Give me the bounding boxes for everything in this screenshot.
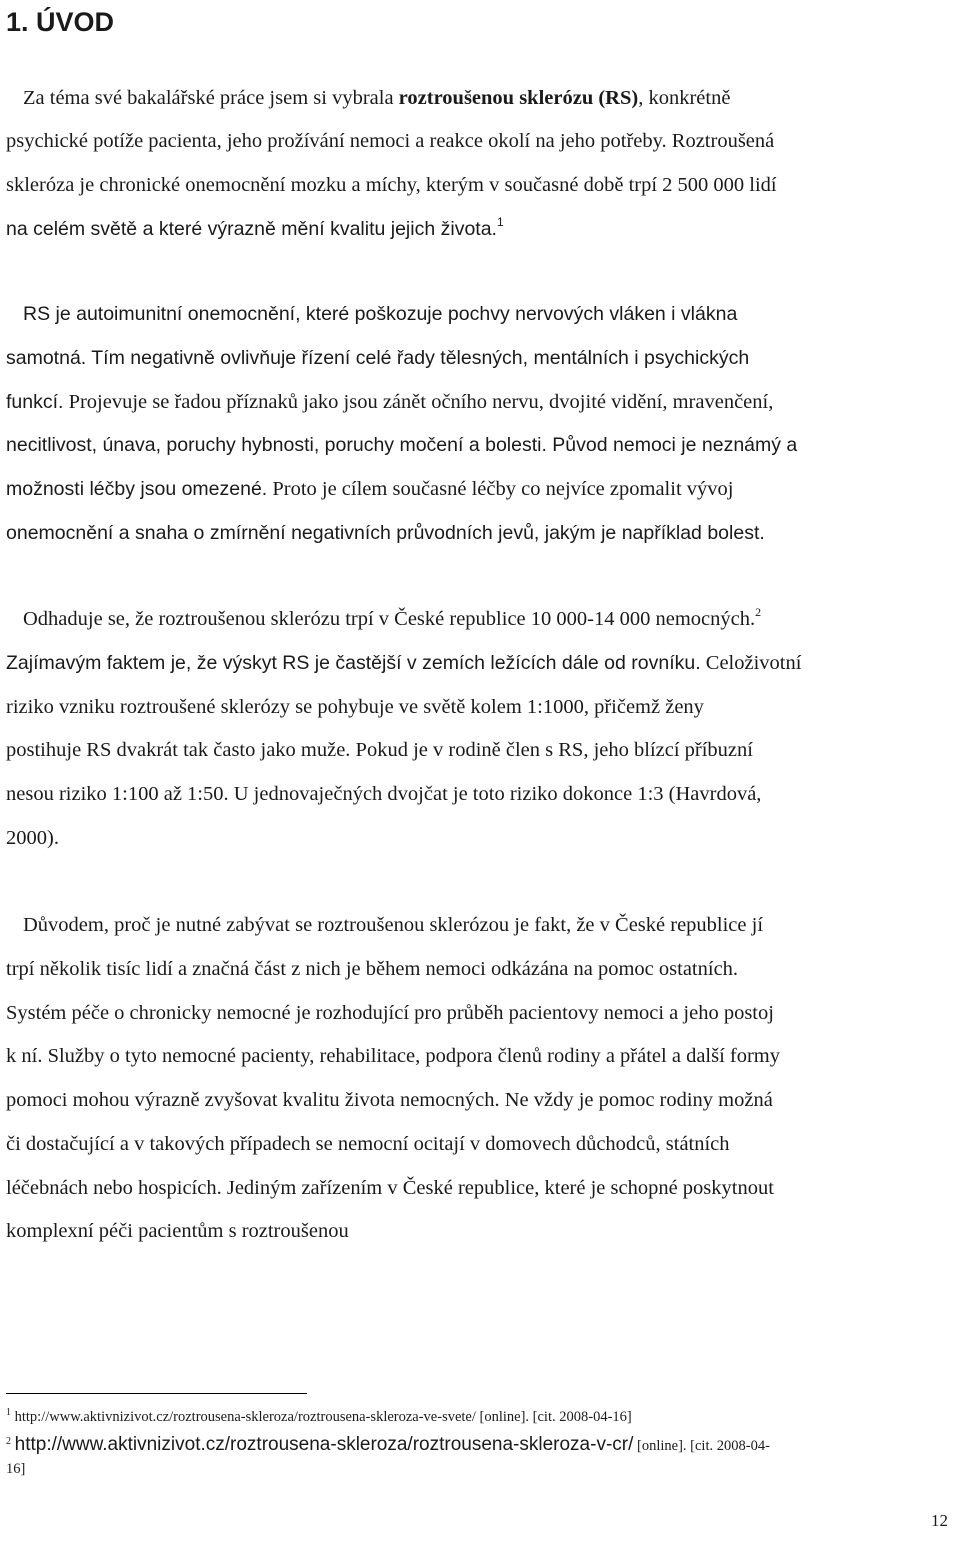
paragraph-line: Za téma své bakalářské práce jsem si vybrala roztroušenou sklerózu (RS), konkrétně bbox=[23, 87, 731, 109]
footnote-2 bbox=[6, 1436, 770, 1455]
paragraph-line: komplexní péči pacientům s roztroušenou bbox=[6, 1220, 349, 1242]
paragraph-line: 2000). bbox=[6, 827, 59, 849]
footnote-marker: 1 bbox=[6, 1407, 11, 1418]
paragraph-line: psychické potíže pacienta, jeho prožívání nemoci a reakce okolí na jeho potřeby. Roztroušená bbox=[6, 130, 775, 152]
paragraph-line: riziko vzniku roztroušené sklerózy se pohybuje ve světě kolem 1:1000, přičemž ženy bbox=[6, 696, 704, 718]
paragraph-line: RS je autoimunitní onemocnění, které poškozuje pochvy nervových vláken i vlákna bbox=[23, 303, 738, 325]
footnote-1 bbox=[6, 1408, 632, 1426]
footnote-marker: 2 bbox=[6, 1436, 11, 1447]
paragraph-line: Zajímavým faktem je, že výskyt RS je častější v zemích ležících dále od rovníku. Celoživotní bbox=[6, 652, 802, 674]
paragraph-line: samotná. Tím negativně ovlivňuje řízení celé řady tělesných, mentálních i psychických bbox=[6, 347, 750, 369]
page-number: 12 bbox=[931, 1511, 948, 1530]
paragraph-line: onemocnění a snaha o zmírnění negativních průvodních jevů, jakým je například bolest. bbox=[6, 522, 765, 544]
footnote-text: [online]. [cit. 2008-04- bbox=[633, 1438, 770, 1454]
paragraph-line: nesou riziko 1:100 až 1:50. U jednovaječných dvojčat je toto riziko dokonce 1:3 (Havrdová, bbox=[6, 783, 762, 805]
paragraph-line: skleróza je chronické onemocnění mozku a míchy, kterým v současné době trpí 2 500 000 lidí bbox=[6, 174, 777, 196]
paragraph-line: Důvodem, proč je nutné zabývat se roztroušenou sklerózou je fakt, že v České republice jí bbox=[23, 914, 764, 936]
paragraph-line: necitlivost, únava, poruchy hybnosti, poruchy močení a bolesti. Původ nemoci je neznámý a bbox=[6, 434, 798, 456]
footnote-ref: 1 bbox=[496, 215, 504, 229]
footnote-link[interactable]: http://www.aktivnizivot.cz/roztrousena-skleroza/roztrousena-skleroza-v-cr/ bbox=[14, 1434, 634, 1455]
paragraph-line: Systém péče o chronicky nemocné je rozhodující pro průběh pacientovy nemoci a jeho postoj bbox=[6, 1002, 774, 1024]
paragraph-line: k ní. Služby o tyto nemocné pacienty, rehabilitace, podpora členů rodiny a přátel a další formy bbox=[6, 1045, 781, 1067]
paragraph-line: Odhaduje se, že roztroušenou sklerózu trpí v České republice 10 000-14 000 nemocných.$^2$ bbox=[23, 605, 762, 630]
paragraph-line: či dostačující a v takových případech se nemocní ocitají v domovech důchodců, státních bbox=[6, 1133, 730, 1155]
paragraph-line: pomoci mohou výrazně zvyšovat kvalitu života nemocných. Ne vždy je pomoc rodiny možná bbox=[6, 1089, 773, 1111]
paragraph-line: možnosti léčby jsou omezené. Proto je cílem současné léčby co nejvíce zpomalit vývoj bbox=[6, 478, 734, 500]
paragraph-line: funkcí. Projevuje se řadou příznaků jako jsou zánět očního nervu, dvojité vidění, mravenčení, bbox=[6, 391, 774, 413]
footnote-2-continuation: 16] bbox=[6, 1461, 26, 1477]
paragraph-line: trpí několik tisíc lidí a značná část z nich je během nemoci odkázána na pomoc ostatních. bbox=[6, 958, 739, 980]
paragraph-line: postihuje RS dvakrát tak často jako muže. Pokud je v rodině člen s RS, jeho blízcí příbuzní bbox=[6, 739, 753, 761]
footnote-text: http://www.aktivnizivot.cz/roztrousena-skleroza/roztrousena-skleroza-ve-svete/ [online]. [cit. 2008-04-16] bbox=[14, 1409, 632, 1425]
paragraph-line: na celém světě a které výrazně mění kvalitu jejich života.$^1$ bbox=[6, 215, 504, 240]
paragraph-line: léčebnách nebo hospicích. Jediným zařízením v České republice, které je schopné poskytnout bbox=[6, 1177, 774, 1199]
footnote-ref: 2 bbox=[755, 605, 762, 619]
emphasis-term: roztroušenou sklerózu (RS) bbox=[398, 87, 639, 109]
footnote-separator bbox=[6, 1393, 307, 1394]
section-heading: 1. ÚVOD bbox=[6, 7, 115, 37]
